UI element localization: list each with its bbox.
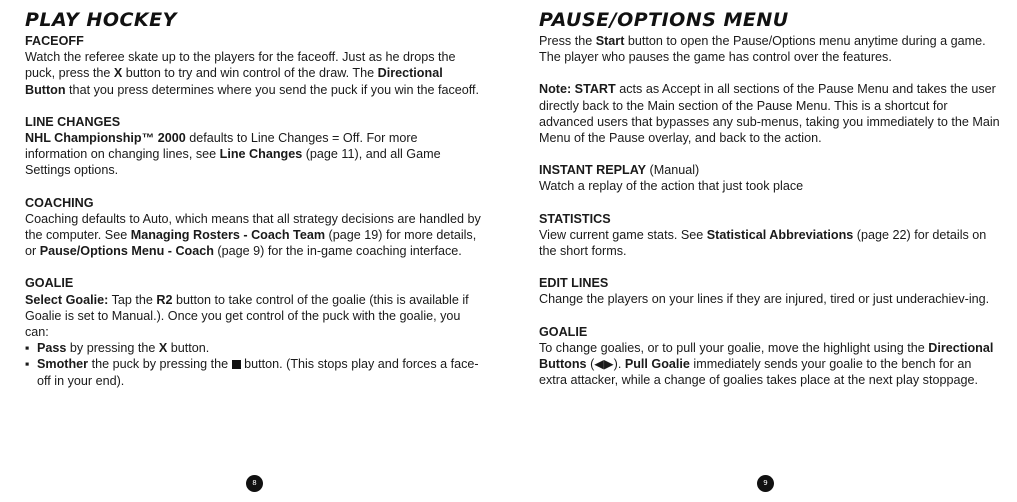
heading-suffix: (Manual) [646,163,700,178]
text-run: the puck by pressing the [88,357,232,372]
line-changes-ref: Line Changes [219,147,303,162]
page-number-badge: 8 [246,475,263,492]
directional-buttons-ref: Directional Buttons [539,340,994,372]
text-run: button to take control of the goalie (this is available if Goalie is set to Manual.). Once you get control of the puck with the goalie, you can: [25,292,469,340]
page-title: PLAY HOCKEY [25,9,177,31]
left-page [0,0,508,502]
text-run: acts as Accept in all sections of the Pause Menu and takes the user directly back to the Main section of the Pause Menu. This is a shortcut for advanced users that bypasses any sub-menus, taking you immediately to the Main Menu of the Pause overlay, and back to the action. [539,82,1000,146]
intro-section [539,33,1001,65]
coach-menu-ref: Pause/Options Menu - Coach [39,244,214,259]
right-page-content [539,33,1001,404]
note-text [539,81,1001,146]
coach-team-ref: Managing Rosters - Coach Team [130,228,326,243]
text-run: To change goalies, or to pull your goalie, move the highlight using the [539,340,929,355]
text-run: Press the [539,34,596,48]
directional-button-ref: Directional Button [25,66,443,97]
statistics-section [539,211,1001,260]
text-run: (page 11), and all Game Settings options. [25,147,441,178]
text-run: (◀▶). [586,357,625,372]
pass-label: Pass [37,341,67,356]
faceoff-heading: FACEOFF [25,34,84,48]
instant-replay-heading: INSTANT REPLAY [539,163,647,178]
statistics-text [539,227,1001,259]
text-run: Tap the [108,292,157,307]
edit-lines-heading: EDIT LINES [539,276,609,291]
x-button-ref: X [113,66,123,81]
goalie-options-section [539,324,1001,389]
coaching-text [25,211,483,260]
r2-button-ref: R2 [156,292,173,307]
statistics-heading: STATISTICS [539,211,611,226]
goalie-actions-list [25,340,483,389]
text-run: button to try and win control of the draw. The [122,66,378,81]
faceoff-text [25,49,483,98]
note-section [539,81,1001,146]
intro-text [539,33,1001,65]
x-button-ref: X [158,341,168,356]
goalie-text [25,292,483,341]
edit-lines-section [539,275,1001,307]
goalie-heading: GOALIE [25,276,74,291]
note-label: Note: START [539,82,616,97]
coaching-heading: COACHING [25,195,94,210]
instant-replay-heading-line [539,162,1001,178]
edit-lines-text: Change the players on your lines if they are injured, tired or just underachiev-ing. [539,292,990,307]
square-button-icon [232,360,241,369]
right-page [509,0,1017,502]
text-run: View current game stats. See [539,227,707,242]
left-page-content [25,33,483,405]
text-run: immediately sends your goalie to the bench for an extra attacker, while a change of goalies takes place at the next play stoppage. [539,357,978,388]
start-button-ref: Start [595,34,625,48]
page-number-badge: 9 [757,475,774,492]
text-run: button. [167,341,210,356]
instant-replay-text: Watch a replay of the action that just took place [539,179,804,194]
list-item [25,340,483,356]
text-run: by pressing the [66,341,159,356]
select-goalie-label: Select Goalie: [25,292,109,307]
goalie-heading: GOALIE [539,324,588,339]
text-run: (page 9) for the in-game coaching interface. [213,244,462,259]
game-name: NHL Championship™ 2000 [25,131,186,146]
smother-label: Smother [37,357,89,372]
line-changes-heading: LINE CHANGES [25,114,121,129]
goalie-section [25,275,483,388]
line-changes-text [25,130,483,179]
text-run: defaults to Line Changes = Off. For more information on changing lines, see [25,131,418,162]
text-run: Watch the referee skate up to the players for the faceoff. Just as he drops the puck, press the [25,50,456,81]
goalie-options-text [539,340,1001,389]
coaching-section [25,195,483,260]
text-run: (page 22) for details on the short forms. [539,227,987,259]
text-run: button. (This stops play and forces a face-off in your end). [37,357,479,388]
line-changes-section [25,114,483,179]
text-run: Coaching defaults to Auto, which means that all strategy decisions are handled by the computer. See [25,211,481,243]
abbreviations-ref: Statistical Abbreviations [706,227,854,242]
text-run: that you press determines where you send the puck if you win the faceoff. [65,82,480,97]
instant-replay-section [539,162,1001,194]
text-run: (page 19) for more details, or [25,228,477,259]
faceoff-section [25,33,483,98]
page-title: PAUSE/OPTIONS MENU [539,9,789,31]
list-item [25,356,483,388]
pull-goalie-label: Pull Goalie [624,357,690,372]
text-run: button to open the Pause/Options menu anytime during a game. The player who pauses the game has control over the features. [539,34,986,65]
